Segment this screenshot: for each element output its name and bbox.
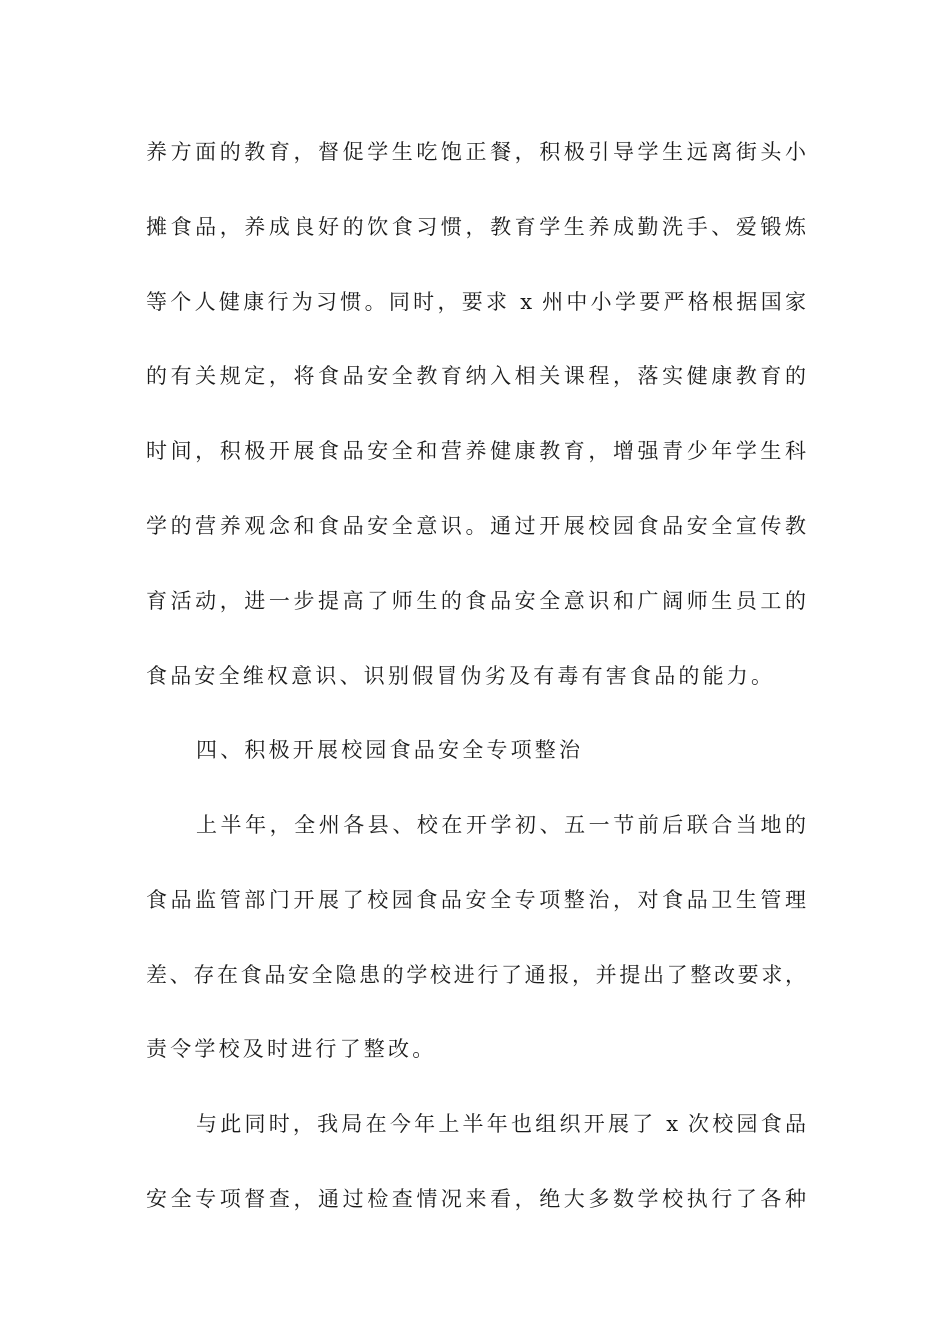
text-line: 的有关规定，将食品安全教育纳入相关课程，落实健康教育的 [146,364,806,388]
text-line: 安全专项督查，通过检查情况来看，绝大多数学校执行了各种 [146,1187,806,1211]
text-line: 育活动，进一步提高了师生的食品安全意识和广阔师生员工的 [146,589,806,613]
text-line: 等个人健康行为习惯。同时，要求 x 州中小学要严格根据国家 [146,290,806,314]
text-line: 上半年，全州各县、校在开学初、五一节前后联合当地的 [196,813,806,837]
text-line: 差、存在食品安全隐患的学校进行了通报，并提出了整改要求， [146,963,806,987]
text-line: 与此同时，我局在今年上半年也组织开展了 x 次校园食品 [196,1112,806,1136]
text-line: 学的营养观念和食品安全意识。通过开展校园食品安全宣传教 [146,514,806,538]
text-line: 责令学校及时进行了整改。 [146,1037,437,1061]
text-line: 时间，积极开展食品安全和营养健康教育，增强青少年学生科 [146,439,806,463]
section-heading: 四、积极开展校园食品安全专项整治 [196,738,584,762]
text-line: 食品监管部门开展了校园食品安全专项整治，对食品卫生管理 [146,888,806,912]
text-line: 摊食品，养成良好的饮食习惯，教育学生养成勤洗手、爱锻炼 [146,215,806,239]
text-line: 养方面的教育，督促学生吃饱正餐，积极引导学生远离街头小 [146,140,806,164]
text-line: 食品安全维权意识、识别假冒伪劣及有毒有害食品的能力。 [146,664,776,688]
